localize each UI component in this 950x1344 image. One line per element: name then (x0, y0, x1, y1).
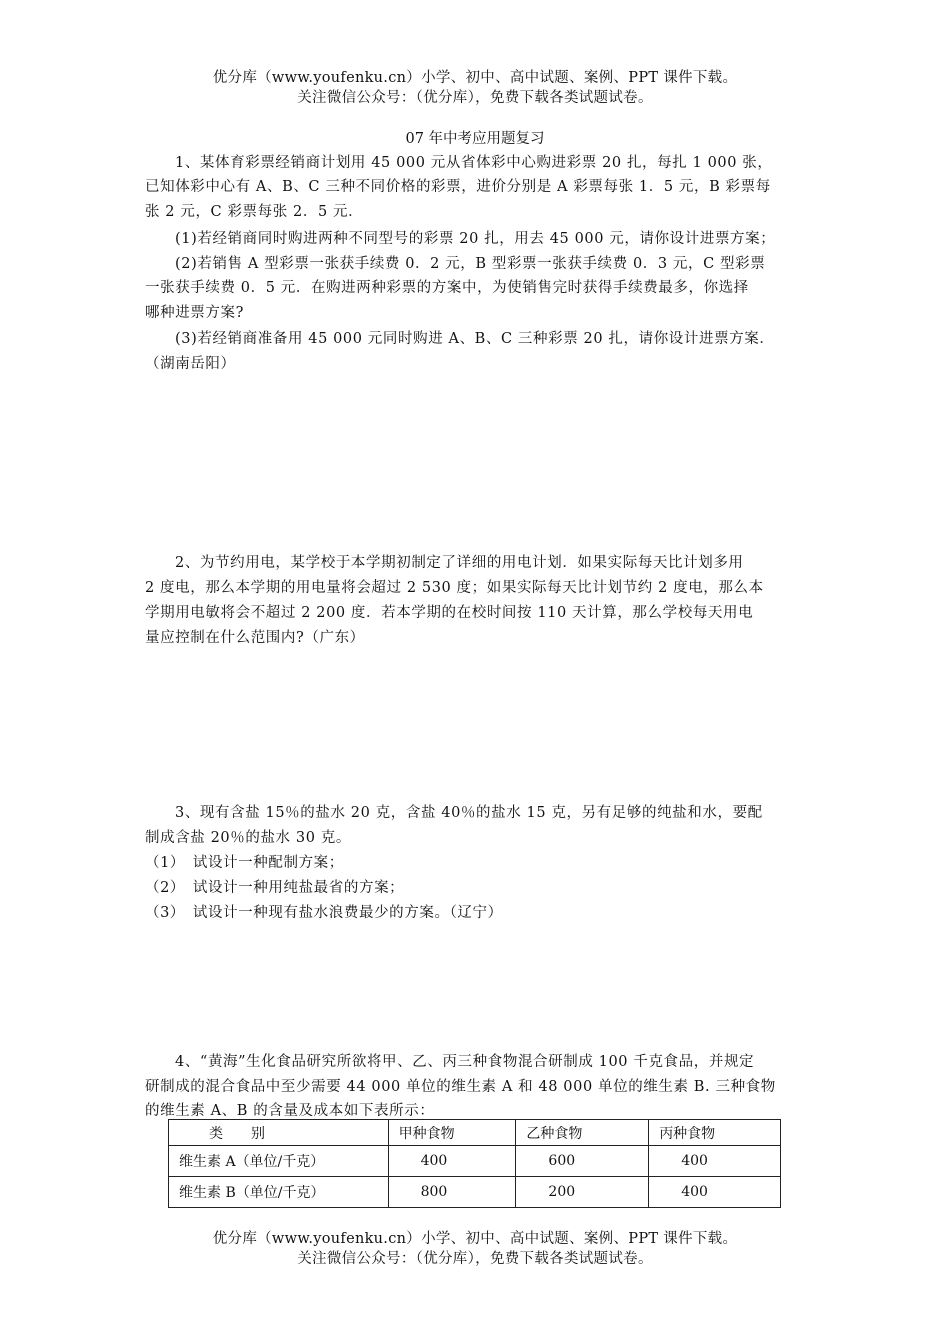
table-cell: 400 (649, 1177, 781, 1208)
q2-line: 量应控制在什么范围内?（广东） (145, 630, 365, 646)
table-cell: 600 (516, 1146, 649, 1177)
table-cell: 维生素 A（单位/千克） (169, 1146, 389, 1177)
table-header-cell: 类 别 (169, 1120, 389, 1146)
q3-line: 3、现有含盐 15％的盐水 20 克，含盐 40％的盐水 15 克，另有足够的纯盐和水，要配 (175, 805, 763, 821)
table-header-cell: 丙种食物 (649, 1120, 781, 1146)
footer-line-1: 优分库（www.youfenku.cn）小学、初中、高中试题、案例、PPT 课件下载。 (212, 1231, 738, 1247)
q1-line: 一张获手续费 0．5 元．在购进两种彩票的方案中，为使销售完时获得手续费最多，你选择 (145, 280, 749, 296)
q1-line: 1、某体育彩票经销商计划用 45 000 元从省体彩中心购进彩票 20 扎，每扎 1 000 张， (175, 155, 773, 171)
header-line-2: 关注微信公众号：（优分库），免费下载各类试题试卷。 (297, 90, 653, 106)
table-cell: 400 (388, 1146, 516, 1177)
q1-line: (3)若经销商准备用 45 000 元同时购进 A、B、C 三种彩票 20 扎，请你设计进票方案． (175, 331, 775, 347)
footer-line-2: 关注微信公众号：（优分库），免费下载各类试题试卷。 (297, 1251, 653, 1267)
table-row (169, 1146, 781, 1177)
q1-line: (2)若销售 A 型彩票一张获手续费 0．2 元，B 型彩票一张获手续费 0．3 元，C 型彩票 (175, 256, 766, 272)
table-header-cell: 乙种食物 (516, 1120, 649, 1146)
q3-line: 制成含盐 20％的盐水 30 克。 (145, 830, 351, 846)
q1-line: 已知体彩中心有 A、B、C 三种不同价格的彩票，进价分别是 A 彩票每张 1．5 元，B 彩票每 (145, 179, 771, 195)
table-row (169, 1177, 781, 1208)
vitamin-table (168, 1119, 781, 1208)
table-cell: 维生素 B（单位/千克） (169, 1177, 389, 1208)
q1-line: 哪种进票方案? (145, 305, 244, 321)
table-header-cell: 甲种食物 (388, 1120, 516, 1146)
q1-source: （湖南岳阳） (145, 356, 236, 372)
q2-line: 2 度电，那么本学期的用电量将会超过 2 530 度；如果实际每天比计划节约 2 度电，那么本 (145, 580, 764, 596)
header-line-1: 优分库（www.youfenku.cn）小学、初中、高中试题、案例、PPT 课件下载。 (212, 70, 738, 86)
q3-subitem: （1） 试设计一种配制方案； (145, 855, 344, 871)
q3-subitem: （2） 试设计一种用纯盐最省的方案； (145, 880, 405, 896)
q4-line: 研制成的混合食品中至少需要 44 000 单位的维生素 A 和 48 000 单位的维生素 B. 三种食物 (145, 1079, 776, 1095)
document-title: 07 年中考应用题复习 (405, 131, 545, 147)
q3-subitem: （3） 试设计一种现有盐水浪费最少的方案。（辽宁） (145, 905, 503, 921)
q2-line: 学期用电敏将会不超过 2 200 度．若本学期的在校时间按 110 天计算，那么学校每天用电 (145, 605, 754, 621)
q4-line: 4、“黄海”生化食品研究所欲将甲、乙、丙三种食物混合研制成 100 千克食品，并规定 (175, 1054, 755, 1070)
table-cell: 200 (516, 1177, 649, 1208)
table-header-row (169, 1120, 781, 1146)
q2-line: 2、为节约用电，某学校于本学期初制定了详细的用电计划．如果实际每天比计划多用 (175, 555, 744, 571)
table-cell: 800 (388, 1177, 516, 1208)
q1-line: 张 2 元，C 彩票每张 2．5 元． (145, 204, 364, 220)
table-cell: 400 (649, 1146, 781, 1177)
q4-line: 的维生素 A、B 的含量及成本如下表所示： (145, 1103, 435, 1119)
q1-line: (1)若经销商同时购进两种不同型号的彩票 20 扎，用去 45 000 元，请你设计进票方案； (175, 231, 776, 247)
